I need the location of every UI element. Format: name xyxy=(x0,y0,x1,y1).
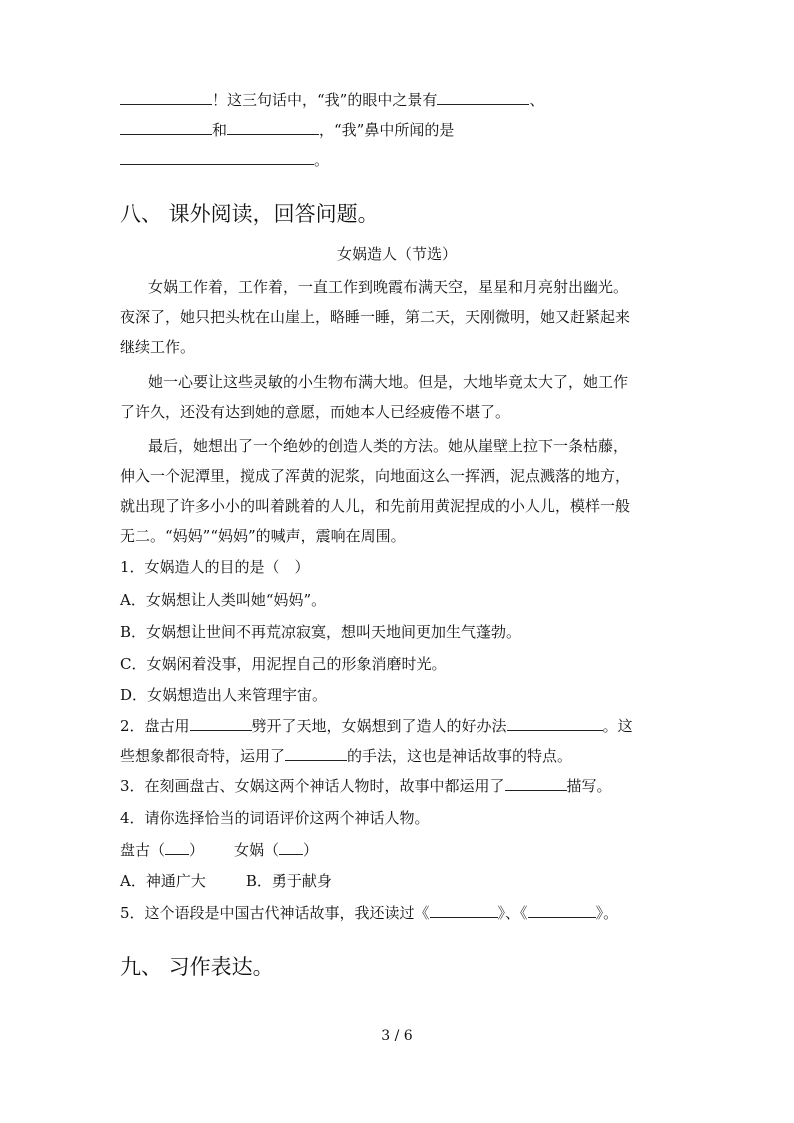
option-a[interactable]: A．女娲想让人类叫她“妈妈”。 xyxy=(120,591,327,609)
section-9-heading: 九、 习作表达。 xyxy=(120,955,274,979)
section-8-heading: 八、 课外阅读，回答问题。 xyxy=(120,202,379,226)
blank[interactable] xyxy=(528,903,596,918)
option-a[interactable]: A．神通广大 xyxy=(120,872,206,890)
option-b[interactable]: B．勇于献身 xyxy=(245,872,332,890)
option-b[interactable]: B．女娲想让世间不再荒凉寂寞，想叫天地间更加生气蓬勃。 xyxy=(120,623,522,641)
blank[interactable] xyxy=(285,746,347,761)
passage-line: 就出现了许多小小的叫着跳着的人儿，和先前用黄泥捏成的小人儿，模样一般 xyxy=(120,497,631,515)
blank[interactable] xyxy=(505,776,567,791)
passage-line: 她一心要让这些灵敏的小生物布满大地。但是，大地毕竟太大了，她工作 xyxy=(148,373,629,391)
blank[interactable] xyxy=(437,90,529,105)
fill-line-1: ！这三句话中，“我”的眼中之景有 、 xyxy=(120,90,674,110)
passage-line: 女娲工作着，工作着，一直工作到晚霞布满天空，星星和月亮射出幽光。 xyxy=(148,278,629,296)
option-c[interactable]: C．女娲闲着没事，用泥捏自己的形象消磨时光。 xyxy=(120,655,447,673)
fill-line-3: 。 xyxy=(120,150,674,170)
question-4-answers: 盘古（ ） 女娲（ ） xyxy=(120,841,319,859)
blank[interactable] xyxy=(120,120,212,135)
passage-line: 伸入一个泥潭里，搅成了浑黄的泥浆，向地面这么一挥洒，泥点溅落的地方， xyxy=(120,467,631,485)
question-4-options xyxy=(120,871,674,891)
blank-nuwa[interactable] xyxy=(279,840,303,855)
question-4: 4．请你选择恰当的词语评价这两个神话人物。 xyxy=(120,809,430,827)
passage-line: 继续工作。 xyxy=(120,338,196,356)
blank[interactable] xyxy=(430,903,498,918)
question-1: 1．女娲造人的目的是（ ） xyxy=(120,558,310,576)
option-d[interactable]: D．女娲想造出人来管理宇宙。 xyxy=(120,686,328,704)
passage-line: 最后，她想出了一个绝妙的创造人类的方法。她从崖壁上拉下一条枯藤， xyxy=(148,437,629,455)
blank[interactable] xyxy=(507,716,603,731)
question-2-cont: 些想象都很奇特，运用了 的手法，这也是神话故事的特点。 xyxy=(120,747,573,765)
passage-line: 无二。“妈妈”“妈妈”的喊声，震响在周围。 xyxy=(120,527,406,545)
fill-line-2: 和 ，“我”鼻中所闻的是 xyxy=(120,120,674,140)
question-2: 2．盘古用 劈开了天地，女娲想到了造人的好办法 。这 xyxy=(120,717,633,735)
passage-line: 了许久，还没有达到她的意愿，而她本人已经疲倦不堪了。 xyxy=(120,403,511,421)
blank[interactable] xyxy=(120,150,314,165)
blank[interactable] xyxy=(120,90,212,105)
passage-line: 夜深了，她只把头枕在山崖上，略睡一睡，第二天，天刚微明，她又赶紧起来 xyxy=(120,308,631,326)
passage-title: 女娲造人（节选） xyxy=(336,245,457,263)
page-number: 3 / 6 xyxy=(381,1028,413,1044)
question-5: 5．这个语段是中国古代神话故事，我还读过《 》、《 》。 xyxy=(120,904,619,922)
blank[interactable] xyxy=(190,716,252,731)
blank-pangu[interactable] xyxy=(165,840,189,855)
question-3: 3．在刻画盘古、女娲这两个神话人物时，故事中都运用了 描写。 xyxy=(120,777,612,795)
blank[interactable] xyxy=(227,120,319,135)
